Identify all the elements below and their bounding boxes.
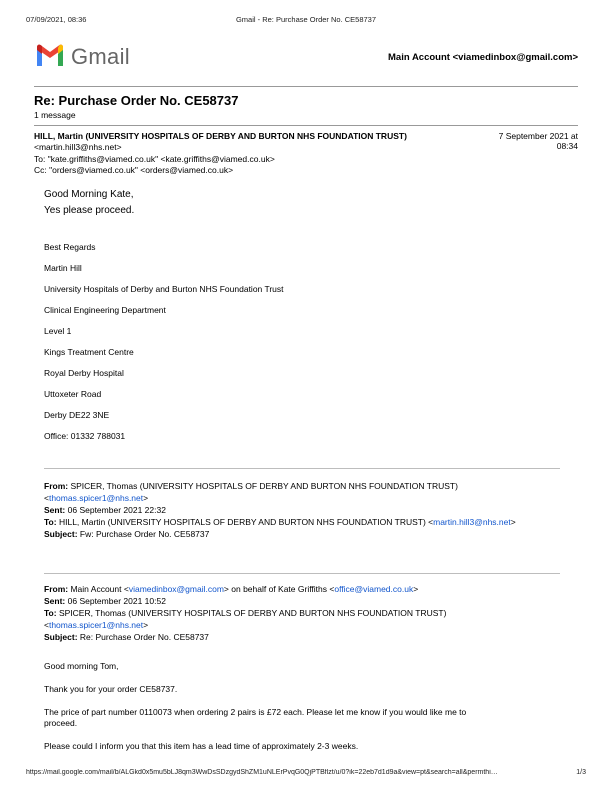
signature-line: Level 1: [44, 326, 72, 336]
print-page-title: Gmail - Re: Purchase Order No. CE58737: [235, 15, 377, 24]
subject-label: Subject:: [44, 529, 78, 539]
signature-line: Office: 01332 788031: [44, 431, 126, 441]
message-count: 1 message: [34, 110, 76, 120]
signature-line: Best Regards: [44, 242, 96, 252]
to-value: SPICER, Thomas (UNIVERSITY HOSPITALS OF DERBY AND BURTON NHS FOUNDATION TRUST): [58, 608, 447, 618]
signature-line: Royal Derby Hospital: [44, 368, 124, 378]
sent-value: 06 September 2021 22:32: [67, 505, 166, 515]
forward-header-1: From: SPICER, Thomas (UNIVERSITY HOSPITALS OF DERBY AND BURTON NHS FOUNDATION TRUST) <thomas.spicer1@nhs.net> Sent: 06 September 2021 22:32 To: HILL, Martin (UNIVERSITY HOSPITALS OF DERBY AND BURTON NHS FOUNDATION TRUST) <martin.hill3@nhs.net> Subject: Fw: Purchase Order No. CE58737: [44, 481, 516, 539]
print-datetime: 07/09/2021, 08:36: [26, 15, 87, 24]
to-label: To:: [44, 608, 57, 618]
from-value: Main Account: [70, 584, 122, 594]
signature-line: Kings Treatment Centre: [44, 347, 134, 357]
signature-line: Derby DE22 3NE: [44, 410, 110, 420]
message-date: [499, 131, 578, 151]
fw-paragraph: Please could I inform you that this item has a lead time of approximately 2-3 weeks.: [44, 741, 359, 751]
from-email-link[interactable]: thomas.spicer1@nhs.net: [48, 493, 144, 503]
forward-header-2: From: Main Account <viamedinbox@gmail.com> on behalf of Kate Griffiths <office@viamed.co.uk> Sent: 06 September 2021 10:52 To: SPICER, Thomas (UNIVERSITY HOSPITALS OF DERBY AND BURTON NHS FOUNDATION TRUST) <thomas.spicer1@nhs.net> Subject: Re: Purchase Order No. CE58737: [44, 584, 447, 642]
gmail-logo-text: Gmail: [71, 44, 130, 69]
gmail-m-icon: [35, 44, 65, 68]
sent-label: Sent:: [44, 505, 66, 515]
from-label: From:: [44, 481, 69, 491]
subject-value: Fw: Purchase Order No. CE58737: [79, 529, 210, 539]
greeting: Good Morning Kate,: [44, 189, 134, 200]
fw-paragraph: The price of part number 0110073 when ordering 2 pairs is £72 each. Please let me know if you would like me to: [44, 707, 467, 717]
on-behalf-text: on behalf of Kate Griffiths: [231, 584, 328, 594]
message-date-line1: 7 September 2021 at: [498, 131, 578, 141]
body-line: Yes please proceed.: [44, 205, 135, 216]
divider: [44, 468, 560, 469]
to-value: HILL, Martin (UNIVERSITY HOSPITALS OF DERBY AND BURTON NHS FOUNDATION TRUST): [58, 517, 426, 527]
from-value: SPICER, Thomas (UNIVERSITY HOSPITALS OF DERBY AND BURTON NHS FOUNDATION TRUST): [70, 481, 458, 491]
sender-name: HILL, Martin (UNIVERSITY HOSPITALS OF DERBY AND BURTON NHS FOUNDATION TRUST): [34, 131, 407, 141]
to-line: To: "kate.griffiths@viamed.co.uk" <kate.griffiths@viamed.co.uk>: [34, 154, 275, 164]
fw-paragraph: proceed.: [44, 718, 78, 728]
sent-value: 06 September 2021 10:52: [67, 596, 166, 606]
to-email-link[interactable]: martin.hill3@nhs.net: [433, 517, 511, 527]
fw-paragraph: Thank you for your order CE58737.: [44, 684, 178, 694]
to-label: To:: [44, 517, 57, 527]
subject-label: Subject:: [44, 632, 78, 642]
signature-line: Clinical Engineering Department: [44, 305, 166, 315]
subject-value: Re: Purchase Order No. CE58737: [79, 632, 209, 642]
divider: [44, 573, 560, 574]
divider: [34, 86, 578, 87]
cc-line: Cc: "orders@viamed.co.uk" <orders@viamed.co.uk>: [34, 165, 234, 175]
print-url: https://mail.google.com/mail/b/ALGkd0x5mu5bLJ8qm3WwDsSDzgydShZM1uNLErPvqG0QjPTBflzt/u/0?ik=22eb7d1d9a&view=pt&search=all&permthi…: [26, 769, 498, 776]
message-date-line2: 08:34: [556, 141, 578, 151]
signature-line: Uttoxeter Road: [44, 389, 102, 399]
gmail-logo: [35, 44, 65, 73]
page-number: 1/3: [576, 769, 586, 776]
fw-greeting: Good morning Tom,: [44, 661, 119, 671]
account-label: Main Account <viamedinbox@gmail.com>: [388, 52, 578, 63]
behalf-email-link[interactable]: office@viamed.co.uk: [334, 584, 414, 594]
signature-line: Martin Hill: [44, 263, 82, 273]
sent-label: Sent:: [44, 596, 66, 606]
from-email-link[interactable]: viamedinbox@gmail.com: [128, 584, 224, 594]
to-email-link[interactable]: thomas.spicer1@nhs.net: [48, 620, 144, 630]
sender-email: <martin.hill3@nhs.net>: [34, 142, 122, 152]
signature-line: University Hospitals of Derby and Burton NHS Foundation Trust: [44, 284, 284, 294]
divider: [34, 125, 578, 126]
from-label: From:: [44, 584, 69, 594]
thread-subject: Re: Purchase Order No. CE58737: [34, 93, 239, 108]
